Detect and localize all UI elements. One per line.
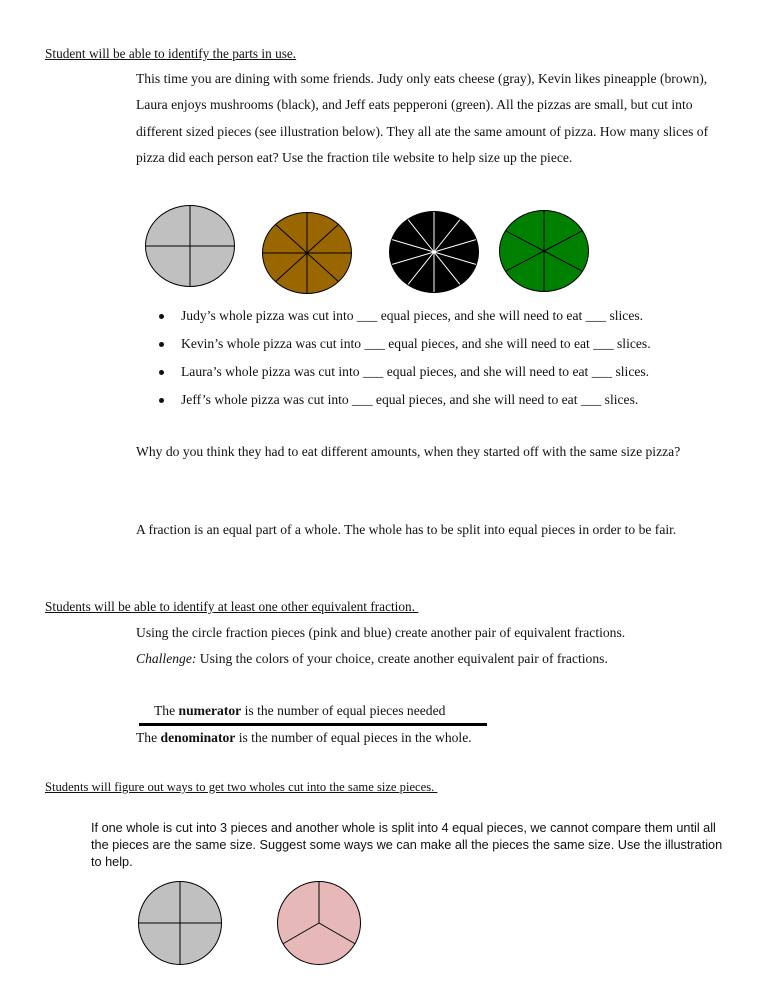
numerator-word: numerator <box>178 703 242 718</box>
challenge-line <box>136 651 608 667</box>
circle-thirds <box>276 880 362 966</box>
section-heading-equivalent: Students will be able to identify at least one other equivalent fraction. <box>45 599 419 614</box>
list-item <box>159 306 651 334</box>
denominator-post: is the number of equal pieces in the whole. <box>235 730 472 745</box>
bullet-icon <box>159 342 164 347</box>
pizza-jeff <box>498 209 590 293</box>
pizza-kevin <box>261 211 353 295</box>
pizza-bullet-list <box>159 306 651 418</box>
numerator-pre: The <box>154 703 179 718</box>
list-item <box>159 362 651 390</box>
list-item <box>159 390 651 418</box>
same-size-paragraph: If one whole is cut into 3 pieces and another whole is split into 4 equal pieces, we cannot compare them until all the pieces are the same size. Suggest some ways we can make all the pieces the same size. Use the illustration to help. <box>91 821 723 869</box>
question-paragraph: Why do you think they had to eat different amounts, when they started off with the same size pizza? <box>136 444 681 459</box>
denominator-line <box>136 730 472 746</box>
challenge-label: Challenge: <box>136 651 197 666</box>
numerator-line <box>154 703 445 719</box>
challenge-text: Using the colors of your choice, create another equivalent pair of fractions. <box>196 651 608 666</box>
equivalent-instruction: Using the circle fraction pieces (pink and blue) create another pair of equivalent fractions. <box>136 625 626 640</box>
bullet-icon <box>159 370 164 375</box>
bullet-text-kevin: Kevin’s whole pizza was cut into ___ equal pieces, and she will need to eat ___ slices. <box>181 336 651 351</box>
bullet-text-jeff: Jeff’s whole pizza was cut into ___ equal pieces, and she will need to eat ___ slices. <box>181 392 639 407</box>
circle-quarters <box>137 880 223 966</box>
denominator-pre: The <box>136 730 161 745</box>
bullet-icon <box>159 398 164 403</box>
section-heading-same-size: Students will figure out ways to get two wholes cut into the same size pieces. <box>45 780 438 794</box>
denominator-word: denominator <box>160 730 236 745</box>
pizza-intro-paragraph: This time you are dining with some friends. Judy only eats cheese (gray), Kevin likes pineapple (brown), Laura enjoys mushrooms (black), and Jeff eats pepperoni (green). All the pizzas are small, but cut into different sized pieces (see illustration below). They all ate the same amount of pizza. How many slices of pizza did each person eat? Use the fraction tile website to help size up the piece. <box>136 71 709 165</box>
fraction-bar <box>139 723 487 726</box>
bullet-icon <box>159 314 164 319</box>
pizza-laura <box>388 210 480 294</box>
definition-paragraph: A fraction is an equal part of a whole. The whole has to be split into equal pieces in order to be fair. <box>136 522 677 537</box>
bullet-text-laura: Laura’s whole pizza was cut into ___ equal pieces, and she will need to eat ___ slices. <box>181 364 650 379</box>
section-heading-parts: Student will be able to identify the parts in use. <box>45 46 297 61</box>
numerator-post: is the number of equal pieces needed <box>241 703 446 718</box>
pizza-judy <box>144 204 236 288</box>
bullet-text-judy: Judy’s whole pizza was cut into ___ equal pieces, and she will need to eat ___ slices. <box>181 308 644 323</box>
list-item <box>159 334 651 362</box>
